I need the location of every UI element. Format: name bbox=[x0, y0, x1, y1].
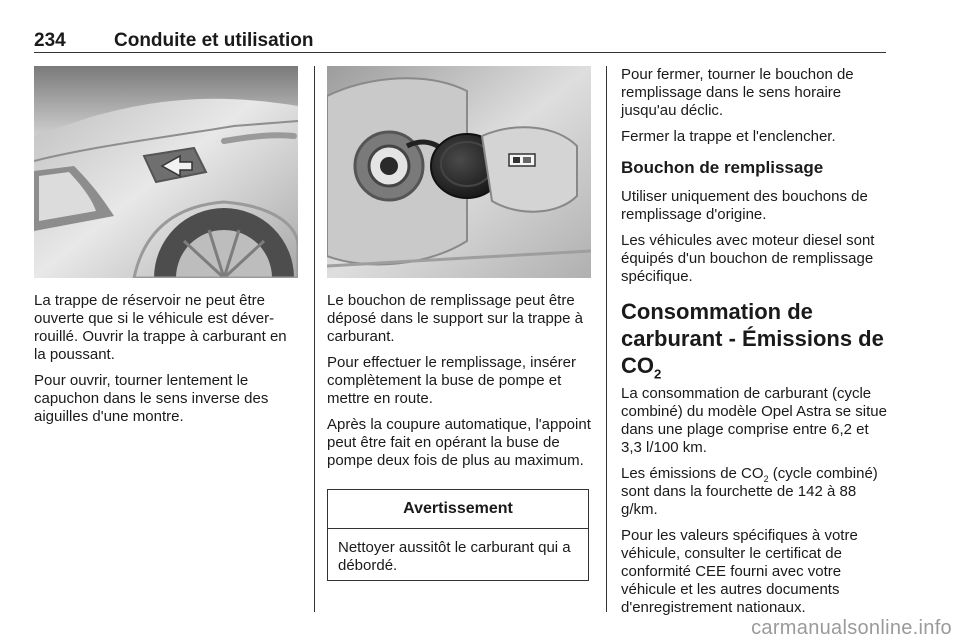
warning-title: Avertissement bbox=[328, 490, 588, 529]
subheading: Bouchon de remplissage bbox=[621, 158, 824, 177]
section-title-text: Consommation de carburant - Émissions de CO bbox=[621, 299, 884, 378]
column-divider-2 bbox=[606, 66, 607, 612]
column-3-text bbox=[621, 66, 889, 625]
car-rear-fuel-door-illustration bbox=[34, 66, 298, 278]
paragraph bbox=[621, 465, 889, 519]
section-title bbox=[621, 298, 889, 382]
paragraph: Utiliser uniquement des bouchons de remplissage d'origine. bbox=[621, 188, 868, 223]
paragraph: Pour effectuer le remplissage, insérer complètement la buse de pompe et mettre en route. bbox=[327, 354, 577, 407]
paragraph: La consommation de carburant (cycle combiné) du modèle Opel Astra se situe dans une plage comprise entre 6,2 et 3,3 l/100 km. bbox=[621, 385, 887, 456]
column-2-text bbox=[327, 292, 593, 478]
fuel-filler-cap-illustration bbox=[327, 66, 591, 278]
text-run: Les émissions de CO bbox=[621, 465, 764, 482]
paragraph: La trappe de réservoir ne peut être ouverte que si le véhicule est déverrouillé. Ouvrir la trappe à carburant en la poussant. bbox=[34, 292, 287, 363]
page-header bbox=[34, 30, 886, 52]
warning-box bbox=[327, 489, 589, 581]
warning-body: Nettoyer aussitôt le carburant qui a débordé. bbox=[338, 539, 571, 574]
paragraph: Les véhicules avec moteur diesel sont équipés d'un bouchon de remplissage spécifique. bbox=[621, 232, 875, 285]
text-run: (cycle combiné) sont dans la fourchette de 142 à 88 g/km. bbox=[621, 465, 878, 518]
paragraph: Pour les valeurs spécifiques à votre véhicule, consulter le certificat de conformité CEE fourni avec votre véhicule et les autres documents d'enregistrement nationaux. bbox=[621, 527, 858, 616]
header-rule bbox=[34, 52, 886, 53]
section-title-subscript: 2 bbox=[654, 366, 662, 382]
paragraph: Pour fermer, tourner le bouchon de remplissage dans le sens horaire jusqu'au déclic. bbox=[621, 66, 854, 119]
subscript: 2 bbox=[763, 474, 769, 484]
column-divider-1 bbox=[314, 66, 315, 612]
fuel-door-photo bbox=[34, 66, 298, 278]
column-1-text bbox=[34, 292, 300, 434]
paragraph: Fermer la trappe et l'enclencher. bbox=[621, 128, 836, 145]
page-number: 234 bbox=[34, 30, 66, 51]
filler-cap-photo bbox=[327, 66, 591, 278]
paragraph: Pour ouvrir, tourner lentement le capuchon dans le sens inverse des aiguilles d'une montre. bbox=[34, 372, 269, 425]
chapter-title: Conduite et utilisation bbox=[114, 30, 314, 51]
watermark: carmanualsonline.info bbox=[751, 617, 952, 639]
paragraph: Après la coupure automatique, l'appoint peut être fait en opérant la buse de pompe deux fois de plus au maximum. bbox=[327, 416, 591, 469]
paragraph: Le bouchon de remplissage peut être déposé dans le support sur la trappe à carburant. bbox=[327, 292, 584, 345]
